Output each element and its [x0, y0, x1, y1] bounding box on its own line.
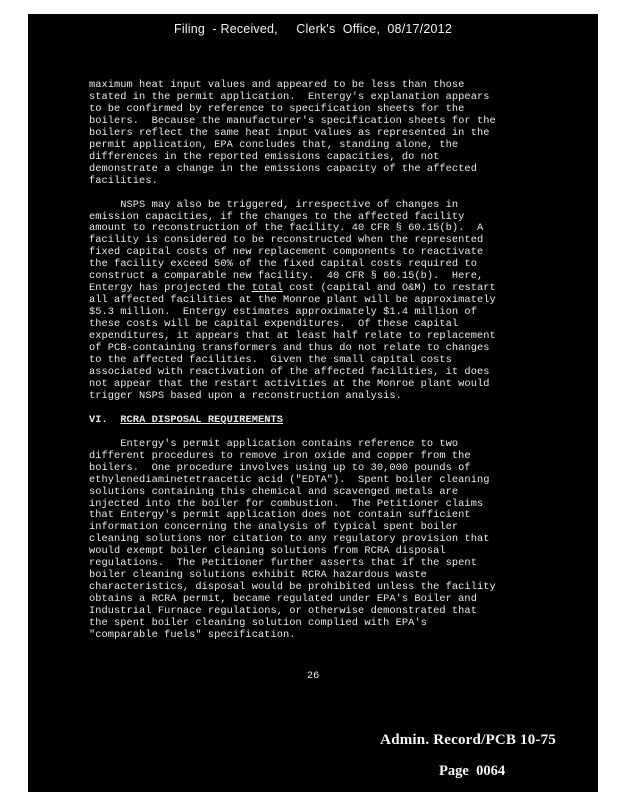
section-heading — [89, 415, 585, 427]
admin-page-label: Page 0064 — [439, 763, 506, 779]
document-body — [89, 80, 585, 642]
nsps-text-part-2: cost (capital and O&M) to restart all affected facilities at the Monroe plant will be approximately $5.3 million. Entergy estimates approximately $1.4 million of these costs will be capital expenditures. Of these capital expenditures, it appears that at least half relate to replacement of PCB-containing transformers and thus do not relate to changes to the affected facilities. Given the small capital costs associated with reactivation of the affected facilities, it does not appear that the restart activities at the Monroe plant would trigger NSPS based upon a reconstruction analysis. — [89, 282, 496, 402]
paragraph-rcra-disposal: Entergy's permit application contains reference to two different procedures to remove iron oxide and copper from the boilers. One procedure involves using up to 30,000 pounds of ethylenediaminetetraacetic acid ("EDTA"). Spent boiler cleaning solutions containing this chemical and scavenged metals are injected into the boiler for combustion. The Petitioner claims that Entergy's permit application does not contain sufficient information concerning the analysis of typical spent boiler cleaning solutions nor citation to any regulatory provision that would exempt boiler cleaning solutions from RCRA disposal regulations. The Petitioner further asserts that if the spent boiler cleaning solutions exhibit RCRA hazardous waste characteristics, disposal would be prohibited unless the facility obtains a RCRA permit, became regulated under EPA's Boiler and Industrial Furnace regulations, or otherwise demonstrated that the spent boiler cleaning solution complied with EPA's "comparable fuels" specification. — [89, 437, 496, 641]
admin-record-stamp — [380, 732, 556, 780]
paragraph-nsps-reconstruction — [89, 200, 585, 403]
paragraph-heat-input: maximum heat input values and appeared to be less than those stated in the permit application. Entergy's explanation appears to be confirmed by reference to specification sheets for the boilers. Because the manufacturer's specification sheets for the boilers reflect the same heat input values as represented in the permit application, EPA concludes that, standing alone, the differences in the reported emissions capacities, do not demonstrate a change in the emissions capacity of the affected facilities. — [89, 79, 496, 187]
paragraph-gap — [89, 427, 585, 439]
section-number: VI. — [89, 413, 108, 426]
nsps-underlined-word: total — [251, 282, 283, 295]
scanned-sheet — [28, 14, 598, 792]
page-number: 26 — [306, 670, 320, 682]
nsps-text-part-1: NSPS may also be triggered, irrespective of changes in emission capacities, if the changes to the affected facility amount to reconstruction of the facility. 40 CFR § 60.15(b). A facility is considered to be reconstructed when the represented fixed capital costs of new replacement components to reactivate the facility exceed 50% of the fixed capital costs required to construct a comparable new facility. 40 CFR § 60.15(b). Here, Entergy has projected the — [89, 198, 484, 295]
admin-record-label: Admin. Record/PCB 10-75 — [380, 732, 556, 748]
section-title: RCRA DISPOSAL REQUIREMENTS — [120, 413, 283, 426]
filing-stamp: Filing - Received, Clerk's Office, 08/17/2012 — [174, 22, 452, 36]
